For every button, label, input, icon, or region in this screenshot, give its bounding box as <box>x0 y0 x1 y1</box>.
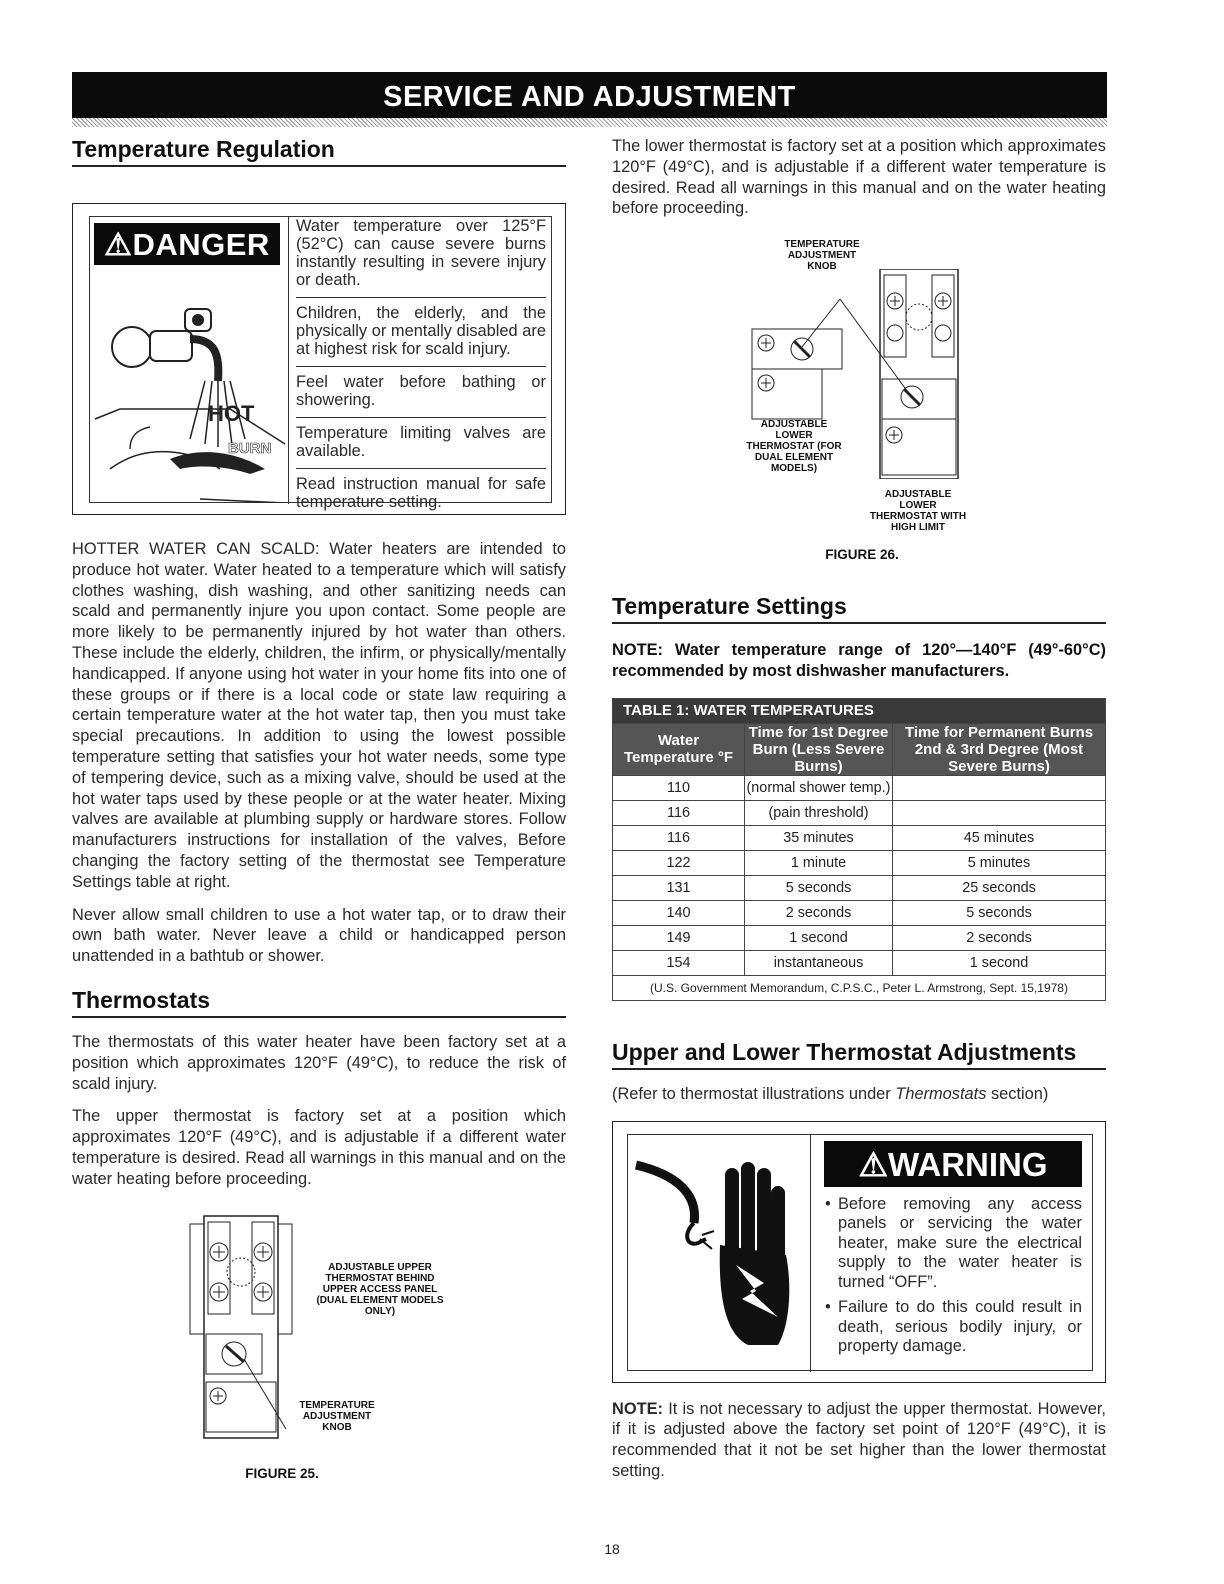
dishwasher-note: NOTE: Water temperature range of 120°—140°F (49°-60°C) recommended by most dishwasher manufacturers. <box>612 641 1106 680</box>
table-cell: 1 minute <box>745 850 893 875</box>
table-row <box>613 900 1106 925</box>
left-column <box>72 136 566 1500</box>
table-header-cell: Time for Permanent Burns 2nd & 3rd Degree (Most Severe Burns) <box>893 723 1106 775</box>
table-row <box>613 925 1106 950</box>
page-number: 18 <box>604 1541 620 1557</box>
heading-thermostats: Thermostats <box>72 987 566 1018</box>
table-header-cell: Time for 1st Degree Burn (Less Severe Burns) <box>745 723 893 775</box>
danger-rule <box>296 417 546 418</box>
danger-label: ⚠DANGER <box>94 223 280 265</box>
heading-temperature-regulation: Temperature Regulation <box>72 136 566 167</box>
warning-list <box>824 1195 1082 1363</box>
table-cell: 154 <box>613 950 745 975</box>
danger-notice <box>72 203 566 515</box>
table-cell: (normal shower temp.) <box>745 775 893 800</box>
table-cell <box>893 775 1106 800</box>
table-cell: 131 <box>613 875 745 900</box>
table-row <box>613 825 1106 850</box>
right-column <box>612 136 1106 1482</box>
warning-item: • Before removing any access panels or servicing the water heater, make sure the electrical supply to the water heater is turned “OFF”. <box>824 1195 1082 1293</box>
table-cell: 45 minutes <box>893 825 1106 850</box>
danger-notice-frame <box>89 216 552 511</box>
heading-temperature-settings: Temperature Settings <box>612 593 1106 624</box>
danger-rule <box>296 366 546 367</box>
children-paragraph: Never allow small children to use a hot water tap, or to draw their own bath water. Never leave a child or handicapped person unattended in a bathtub or shower. <box>72 905 566 966</box>
scald-warning-icon <box>90 269 288 503</box>
warning-divider <box>810 1135 811 1372</box>
danger-paragraph: Feel water before bathing or showering. <box>296 373 546 409</box>
upper-thermostat-diagram <box>186 1214 296 1439</box>
danger-paragraph: Read instruction manual for safe temperature setting. <box>296 475 546 511</box>
table-cell: 149 <box>613 925 745 950</box>
refer-emphasis: Thermostats <box>895 1084 987 1103</box>
danger-divider <box>288 217 289 504</box>
table-cell: 122 <box>613 850 745 875</box>
table-cell: 1 second <box>745 925 893 950</box>
danger-rule <box>296 297 546 298</box>
figure26-caption: FIGURE 26. <box>825 547 899 563</box>
electric-shock-icon <box>628 1135 810 1372</box>
table-row <box>613 800 1106 825</box>
table-cell: instantaneous <box>745 950 893 975</box>
figure26-dual-label: ADJUSTABLE LOWER THERMOSTAT (FOR DUAL ELEMENT MODELS) <box>746 419 842 475</box>
table-cell <box>893 800 1106 825</box>
danger-paragraph: Children, the elderly, and the physically or mentally disabled are at highest risk for scald injury. <box>296 304 546 358</box>
table-title: TABLE 1: WATER TEMPERATURES <box>613 698 1106 723</box>
figure25-knob-label: TEMPERATURE ADJUSTMENT KNOB <box>299 1399 375 1433</box>
water-temperatures-table <box>612 698 1106 1001</box>
danger-rule <box>296 468 546 469</box>
heading-upper-lower-adjustments: Upper and Lower Thermostat Adjustments <box>612 1039 1106 1070</box>
warning-notice <box>612 1121 1106 1383</box>
danger-paragraph: Temperature limiting valves are available. <box>296 424 546 460</box>
table-header-cell: Water Temperature °F <box>613 723 745 775</box>
table-row <box>613 775 1106 800</box>
hot-word: HOT <box>208 401 255 426</box>
warning-notice-frame <box>627 1134 1093 1371</box>
figure-25 <box>72 1204 566 1500</box>
thermostats-paragraph: The thermostats of this water heater have been factory set at a position which approximates 120°F (49°C), to reduce the risk of scald injury. <box>72 1032 566 1093</box>
table-cell: 110 <box>613 775 745 800</box>
burn-word: BURN <box>228 440 272 457</box>
table-footnote: (U.S. Government Memorandum, C.P.S.C., Peter L. Armstrong, Sept. 15,1978) <box>613 975 1106 1000</box>
figure25-upper-label: ADJUSTABLE UPPER THERMOSTAT BEHIND UPPER ACCESS PANEL (DUAL ELEMENT MODELS ONLY) <box>316 1261 444 1317</box>
figure-26 <box>612 229 1106 571</box>
table-row <box>613 875 1106 900</box>
refer-suffix: section) <box>986 1084 1049 1103</box>
refer-prefix: (Refer to thermostat illustrations under <box>612 1084 896 1103</box>
table-cell: 1 second <box>893 950 1106 975</box>
upper-thermostat-paragraph: The upper thermostat is factory set at a position which approximates 120°F (49°C), and is adjustable if a different water temperature is desired. Read all warnings in this manual and on the water heating before proceeding. <box>72 1107 566 1188</box>
table-row <box>613 950 1106 975</box>
note-text: It is not necessary to adjust the upper thermostat. However, if it is adjusted above the factory set point of 120°F (49°C), it is recommended that it not be set higher than the lower thermostat setting. <box>612 1399 1106 1480</box>
refer-paragraph <box>612 1084 1106 1105</box>
banner-hatch-rule <box>72 118 1107 127</box>
table-row <box>613 850 1106 875</box>
table-cell: (pain threshold) <box>745 800 893 825</box>
table-cell: 2 seconds <box>745 900 893 925</box>
warning-item: • Failure to do this could result in death, serious bodily injury, or property damage. <box>824 1298 1082 1357</box>
note-label: NOTE: <box>612 1399 663 1418</box>
figure25-caption: FIGURE 25. <box>245 1465 319 1481</box>
figure26-knob-label: TEMPERATURE ADJUSTMENT KNOB <box>784 239 860 273</box>
table-cell: 2 seconds <box>893 925 1106 950</box>
table-cell: 25 seconds <box>893 875 1106 900</box>
section-banner: SERVICE AND ADJUSTMENT <box>72 72 1107 118</box>
table-cell: 5 seconds <box>893 900 1106 925</box>
table-cell: 116 <box>613 825 745 850</box>
warning-label: ⚠WARNING <box>824 1141 1082 1187</box>
table-cell: 35 minutes <box>745 825 893 850</box>
upper-thermostat-note <box>612 1399 1106 1482</box>
table-cell: 5 seconds <box>745 875 893 900</box>
danger-text <box>296 217 546 519</box>
table-cell: 116 <box>613 800 745 825</box>
table-cell: 140 <box>613 900 745 925</box>
hotter-water-paragraph: HOTTER WATER CAN SCALD: Water heaters are intended to produce hot water. Water heated to a temperature which will satisfy clothes washing, dish washing, and other sanitizing needs can scald and permanently injure you upon contact. Some people are more likely to be permanently injured by hot water than others. These include the elderly, children, the infirm, or physically/mentally handicapped. If anyone using hot water in your home fits into one of these groups or if there is a local code or state law requiring a certain temperature water at the hot water tap, then you must take special precautions. In addition to using the lowest possible temperature setting that satisfies your hot water needs, some type of tempering device, such as a mixing valve, should be used at the hot water taps used by these people or at the water heater. Mixing valves are available at plumbing supply or hardware stores. Follow manufacturers instructions for installation of the valves, Before changing the factory setting of the thermostat see Temperature Settings table at right. <box>72 540 566 891</box>
lower-thermostat-paragraph: The lower thermostat is factory set at a position which approximates 120°F (49°C), and is adjustable if a different water temperature is desired. Read all warnings in this manual and on the water heating before proceeding. <box>612 137 1106 218</box>
figure26-high-limit-label: ADJUSTABLE LOWER THERMOSTAT WITH HIGH LIMIT <box>869 489 967 534</box>
danger-paragraph: Water temperature over 125°F (52°C) can cause severe burns instantly resulting in severe injury or death. <box>296 217 546 289</box>
table-cell: 5 minutes <box>893 850 1106 875</box>
